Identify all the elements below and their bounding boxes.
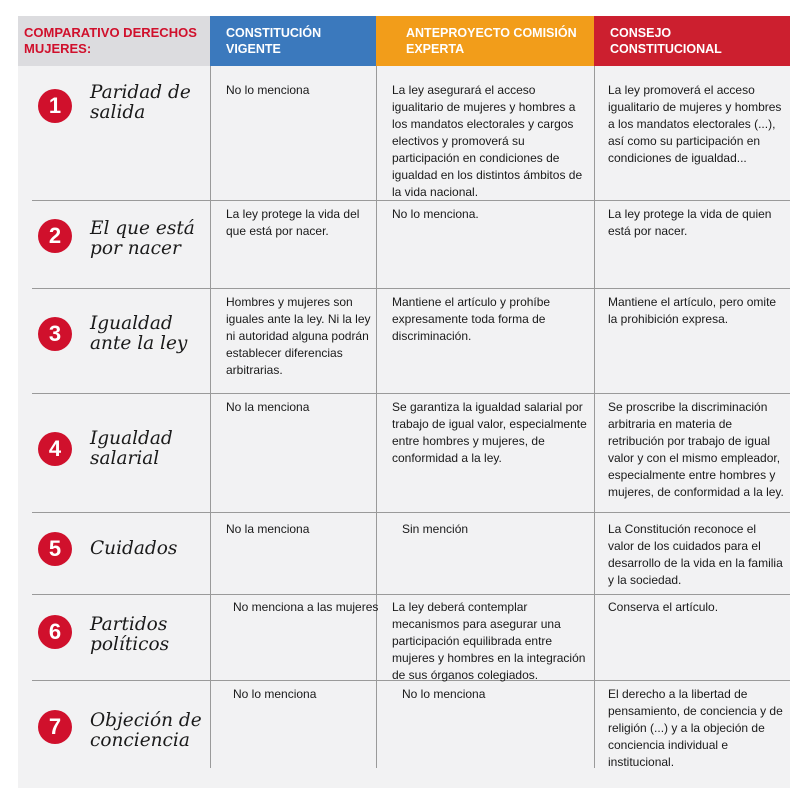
- cell-vigente: Hombres y mujeres son iguales ante la ley. Ni la ley ni autoridad alguna podrán establecer diferencias arbitrarias.: [226, 295, 371, 377]
- cell-vigente: La ley protege la vida del que está por nacer.: [226, 207, 360, 238]
- cell-anteproyecto: Mantiene el artículo y prohíbe expresamente toda forma de discriminación.: [392, 295, 551, 343]
- row-label: Partidos políticos: [90, 614, 170, 655]
- cell-consejo: Conserva el artículo.: [608, 600, 719, 614]
- row-number-badge: 4: [38, 432, 72, 466]
- row-divider: [32, 594, 790, 595]
- cell-anteproyecto: Sin mención: [402, 522, 469, 536]
- cell-consejo: La ley promoverá el acceso igualitario de mujeres y hombres a los mandatos electorales (...), así como su participación en condiciones de igualdad...: [608, 83, 782, 165]
- row-number-badge: 7: [38, 710, 72, 744]
- cell-vigente: No la menciona: [226, 522, 310, 536]
- cell-consejo: La Constitución reconoce el valor de los cuidados para el desarrollo de la vida en la familia y la sociedad.: [608, 522, 783, 587]
- cell-consejo: El derecho a la libertad de pensamiento, de conciencia y de religión (...) y a la objeción de conciencia individual e institucional.: [608, 687, 783, 769]
- row-number-badge: 3: [38, 317, 72, 351]
- row-label: Paridad de salida: [90, 82, 191, 123]
- cell-vigente: No lo menciona: [233, 687, 317, 701]
- column-divider: [594, 66, 595, 768]
- header-consejo-constitucional: CONSEJO CONSTITUCIONAL: [594, 16, 790, 66]
- row-divider: [32, 512, 790, 513]
- cell-consejo: La ley protege la vida de quien está por nacer.: [608, 207, 772, 238]
- cell-vigente: No la menciona: [226, 400, 310, 414]
- row-label: Igualdad ante la ley: [90, 313, 188, 354]
- row-number-badge: 2: [38, 219, 72, 253]
- comparison-table: [18, 16, 790, 788]
- cell-vigente: No lo menciona: [226, 83, 310, 97]
- cell-consejo: Se proscribe la discriminación arbitraria en materia de retribución por trabajo de igual valor y con el mismo empleador, especialmente entre hombres y mujeres, de conformidad a la ley.: [608, 400, 784, 499]
- header-anteproyecto: ANTEPROYECTO COMISIÓN EXPERTA: [376, 16, 594, 66]
- header-constitucion-vigente: CONSTITUCIÓN VIGENTE: [210, 16, 376, 66]
- column-divider: [210, 66, 211, 768]
- row-divider: [32, 288, 790, 289]
- cell-anteproyecto: No lo menciona.: [392, 207, 479, 221]
- row-label: Cuidados: [90, 538, 178, 559]
- row-label: El que está por nacer: [90, 218, 195, 259]
- cell-anteproyecto: No lo menciona: [402, 687, 486, 701]
- row-label: Objeción de conciencia: [90, 710, 202, 751]
- row-number-badge: 1: [38, 89, 72, 123]
- cell-vigente: No menciona a las mujeres: [233, 600, 379, 614]
- row-label: Igualdad salarial: [90, 428, 173, 469]
- row-number-badge: 6: [38, 615, 72, 649]
- column-divider: [376, 66, 377, 768]
- cell-anteproyecto: La ley deberá contemplar mecanismos para asegurar una participación equilibrada entre mujeres y hombres en la integración de sus órganos colegiados.: [392, 600, 586, 682]
- table-title: COMPARATIVO DERECHOS MUJERES:: [18, 16, 210, 66]
- cell-anteproyecto: La ley asegurará el acceso igualitario de mujeres y hombres a los mandatos electorales y cargos electivos y promoverá su participación en condiciones de igualdad en los distintos ámbitos de la vida nacional.: [392, 83, 583, 199]
- cell-anteproyecto: Se garantiza la igualdad salarial por trabajo de igual valor, especialmente entre hombres y mujeres, de conformidad a la ley.: [392, 400, 587, 465]
- row-divider: [32, 393, 790, 394]
- cell-consejo: Mantiene el artículo, pero omite la prohibición expresa.: [608, 295, 777, 326]
- row-number-badge: 5: [38, 532, 72, 566]
